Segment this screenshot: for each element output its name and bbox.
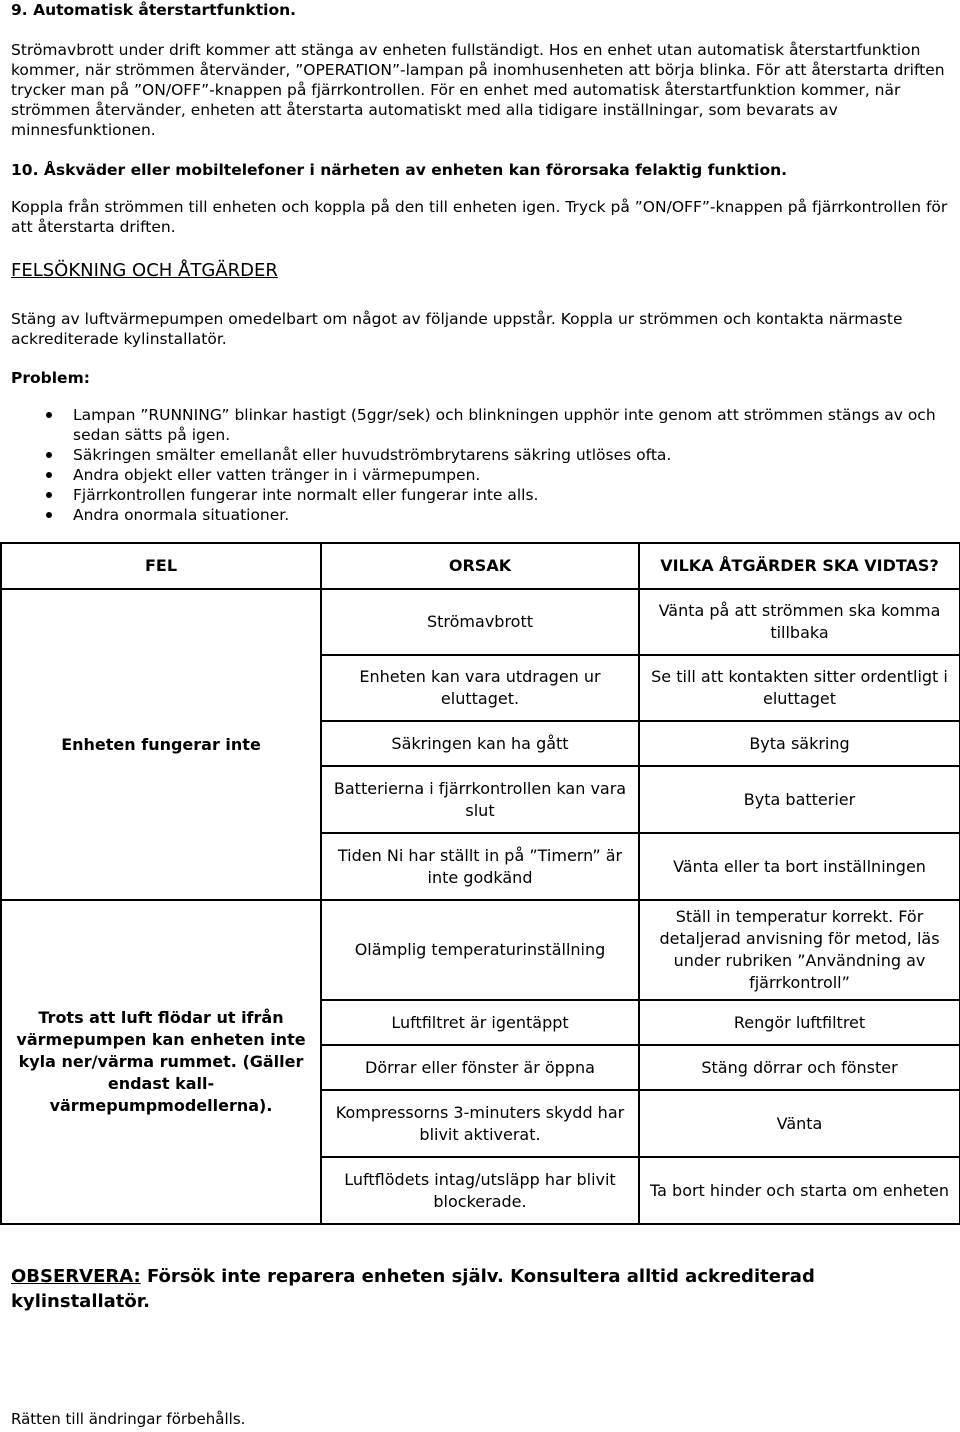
table-row — [1, 589, 960, 655]
header-fel: FEL — [1, 543, 321, 589]
section-10-paragraph: Koppla från strömmen till enheten och koppla på den till enheten igen. Tryck på ”ON/OFF”-knappen på fjärrkontrollen för att återstarta driften. — [11, 198, 948, 236]
problem-label: Problem: — [11, 369, 90, 387]
troubleshooting-table — [0, 542, 960, 1225]
atgard-cell: Vänta på att strömmen ska komma tillbaka — [639, 589, 960, 655]
orsak-cell: Luftfiltret är igentäppt — [321, 1000, 639, 1045]
orsak-cell: Dörrar eller fönster är öppna — [321, 1045, 639, 1090]
atgard-cell: Ta bort hinder och starta om enheten — [639, 1157, 960, 1224]
list-item: Lampan ”RUNNING” blinkar hastigt (5ggr/sek) och blinkningen upphör inte genom att strömmen stängs av och sedan sätts på igen. — [40, 405, 940, 445]
table-row — [1, 900, 960, 1000]
orsak-cell: Strömavbrott — [321, 589, 639, 655]
atgard-cell: Stäng dörrar och fönster — [639, 1045, 960, 1090]
header-orsak: ORSAK — [321, 543, 639, 589]
orsak-cell: Kompressorns 3-minuters skydd har blivit aktiverat. — [321, 1090, 639, 1157]
atgard-cell: Vänta eller ta bort inställningen — [639, 833, 960, 900]
list-item: Fjärrkontrollen fungerar inte normalt eller fungerar inte alls. — [40, 485, 940, 505]
troubleshooting-heading: FELSÖKNING OCH ÅTGÄRDER — [11, 260, 278, 281]
orsak-cell: Olämplig temperaturinställning — [321, 900, 639, 1000]
orsak-cell: Luftflödets intag/utsläpp har blivit blockerade. — [321, 1157, 639, 1224]
observera-note — [11, 1264, 951, 1314]
atgard-cell: Vänta — [639, 1090, 960, 1157]
fel-cell-1: Enheten fungerar inte — [1, 589, 321, 900]
problem-list — [40, 405, 940, 525]
list-item: Säkringen smälter emellanåt eller huvudströmbrytarens säkring utlöses ofta. — [40, 445, 940, 465]
list-item: Andra objekt eller vatten tränger in i värmepumpen. — [40, 465, 940, 485]
section-9-heading: 9. Automatisk återstartfunktion. — [11, 1, 297, 19]
footer-note: Rätten till ändringar förbehålls. — [11, 1410, 246, 1428]
list-item: Andra onormala situationer. — [40, 505, 940, 525]
atgard-cell: Rengör luftfiltret — [639, 1000, 960, 1045]
observera-label: OBSERVERA: — [11, 1266, 141, 1287]
atgard-cell: Byta batterier — [639, 766, 960, 833]
orsak-cell: Enheten kan vara utdragen ur eluttaget. — [321, 655, 639, 721]
header-atgard: VILKA ÅTGÄRDER SKA VIDTAS? — [639, 543, 960, 589]
observera-text: Försök inte reparera enheten själv. Konsultera alltid ackrediterad kylinstallatör. — [11, 1266, 815, 1312]
atgard-cell: Ställ in temperatur korrekt. För detaljerad anvisning för metod, läs under rubriken ”Användning av fjärrkontroll” — [639, 900, 960, 1000]
orsak-cell: Batterierna i fjärrkontrollen kan vara slut — [321, 766, 639, 833]
section-9-paragraph: Strömavbrott under drift kommer att stänga av enheten fullständigt. Hos en enhet utan automatisk återstartfunktion kommer, när strömmen återvänder, ”OPERATION”-lampan på inomhusenheten att börja blinka. För att återstarta driften trycker man på ”ON/OFF”-knappen på fjärrkontrollen. För en enhet med automatisk återstartfunktion kommer, när strömmen återvänder, enheten att återstarta automatiskt med alla tidigare inställningar, som bevarats av minnesfunktionen. — [11, 41, 945, 139]
orsak-cell: Säkringen kan ha gått — [321, 721, 639, 766]
atgard-cell: Se till att kontakten sitter ordentligt i eluttaget — [639, 655, 960, 721]
fel-cell-2: Trots att luft flödar ut ifrån värmepumpen kan enheten inte kyla ner/värma rummet. (Gäller endast kall-värmepumpmodellerna). — [1, 900, 321, 1224]
orsak-cell: Tiden Ni har ställt in på ”Timern” är inte godkänd — [321, 833, 639, 900]
atgard-cell: Byta säkring — [639, 721, 960, 766]
section-10-heading: 10. Åskväder eller mobiltelefoner i närheten av enheten kan förorsaka felaktig funktion. — [11, 161, 788, 179]
troubleshooting-intro: Stäng av luftvärmepumpen omedelbart om något av följande uppstår. Koppla ur strömmen och kontakta närmaste ackrediterade kylinstallatör. — [11, 310, 903, 348]
